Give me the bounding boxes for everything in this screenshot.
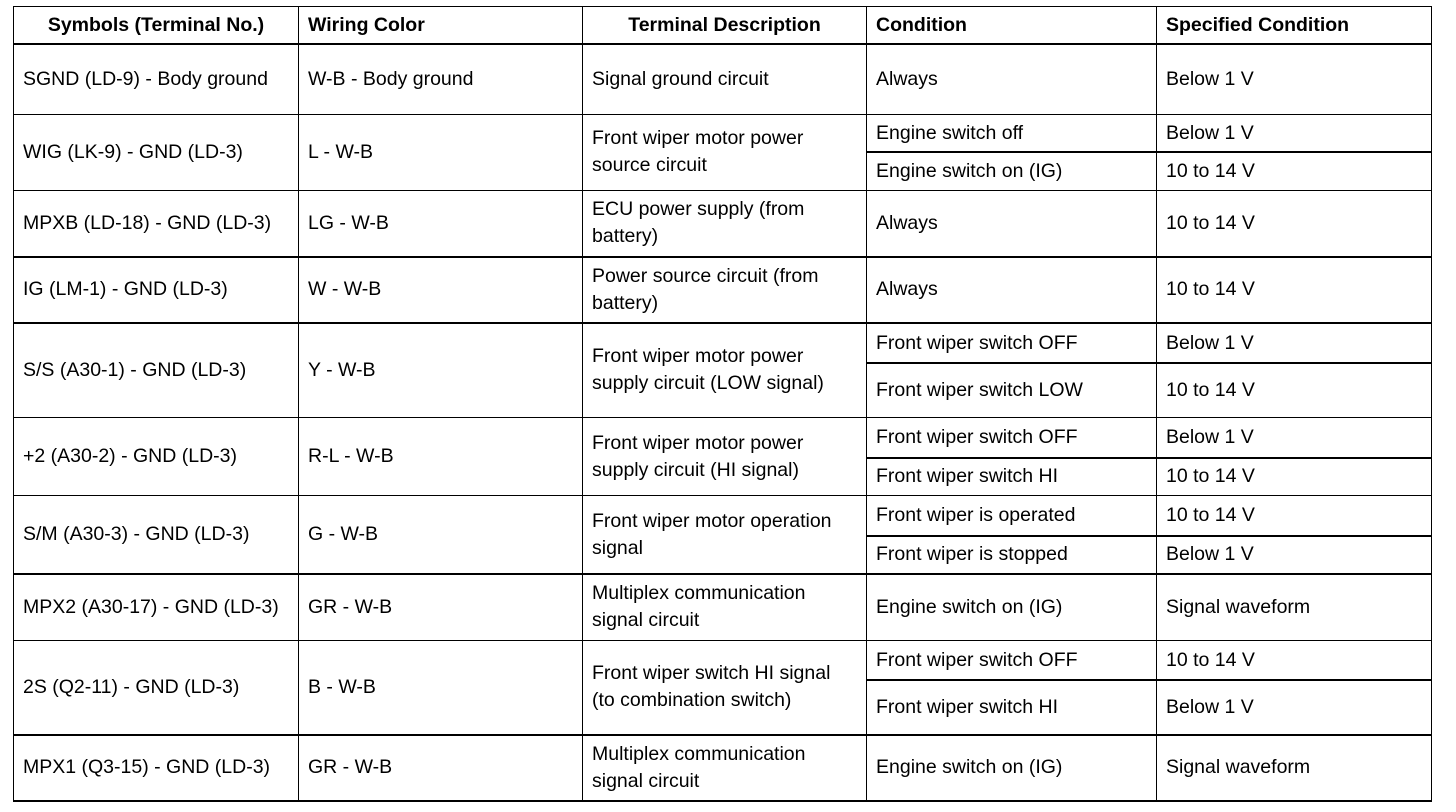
cell-terminal-description: Front wiper motor operation signal [583,496,867,574]
cell-terminal-description: Front wiper motor power supply circuit (LOW signal) [583,323,867,417]
cell-wiring-color: LG - W-B [299,191,583,257]
cell-terminal-description: Multiplex communication signal circuit [583,574,867,640]
table-row [14,735,1432,801]
cell-condition: Front wiper switch OFF [867,640,1157,680]
cell-condition: Front wiper is operated [867,496,1157,536]
cell-specified-condition: 10 to 14 V [1157,458,1432,496]
cell-specified-condition: Below 1 V [1157,44,1432,114]
cell-symbol: IG (LM-1) - GND (LD-3) [14,257,299,323]
cell-wiring-color: L - W-B [299,114,583,190]
table-row [14,323,1432,363]
cell-specified-condition: Below 1 V [1157,417,1432,457]
cell-terminal-description: Front wiper switch HI signal (to combination switch) [583,640,867,734]
cell-symbol: 2S (Q2-11) - GND (LD-3) [14,640,299,734]
cell-symbol: S/M (A30-3) - GND (LD-3) [14,496,299,574]
table-row [14,640,1432,680]
table-row [14,574,1432,640]
table-row [14,496,1432,536]
header-symbols: Symbols (Terminal No.) [14,7,299,45]
cell-condition: Front wiper switch OFF [867,323,1157,363]
cell-specified-condition: 10 to 14 V [1157,496,1432,536]
cell-condition: Engine switch on (IG) [867,574,1157,640]
cell-condition: Engine switch on (IG) [867,735,1157,801]
cell-specified-condition: Below 1 V [1157,680,1432,734]
cell-specified-condition: Below 1 V [1157,536,1432,574]
table-row [14,417,1432,457]
header-terminal-description: Terminal Description [583,7,867,45]
cell-symbol: SGND (LD-9) - Body ground [14,44,299,114]
cell-wiring-color: G - W-B [299,496,583,574]
cell-condition: Always [867,257,1157,323]
cell-condition: Front wiper switch HI [867,458,1157,496]
cell-specified-condition: Signal waveform [1157,735,1432,801]
cell-wiring-color: GR - W-B [299,735,583,801]
cell-condition: Front wiper switch HI [867,680,1157,734]
cell-wiring-color: B - W-B [299,640,583,734]
cell-terminal-description: Front wiper motor power source circuit [583,114,867,190]
cell-terminal-description: Power source circuit (from battery) [583,257,867,323]
cell-wiring-color: W - W-B [299,257,583,323]
cell-condition: Front wiper switch OFF [867,417,1157,457]
cell-wiring-color: GR - W-B [299,574,583,640]
cell-symbol: MPX2 (A30-17) - GND (LD-3) [14,574,299,640]
cell-specified-condition: 10 to 14 V [1157,257,1432,323]
table-row [14,257,1432,323]
cell-specified-condition: 10 to 14 V [1157,640,1432,680]
header-condition: Condition [867,7,1157,45]
cell-specified-condition: Below 1 V [1157,114,1432,152]
cell-wiring-color: R-L - W-B [299,417,583,495]
header-specified-condition: Specified Condition [1157,7,1432,45]
cell-condition: Front wiper switch LOW [867,363,1157,417]
cell-condition: Engine switch on (IG) [867,152,1157,190]
cell-condition: Engine switch off [867,114,1157,152]
table-row [14,114,1432,152]
cell-specified-condition: Below 1 V [1157,323,1432,363]
table-row [14,44,1432,114]
cell-specified-condition: 10 to 14 V [1157,191,1432,257]
cell-condition: Always [867,191,1157,257]
cell-wiring-color: Y - W-B [299,323,583,417]
cell-specified-condition: Signal waveform [1157,574,1432,640]
cell-specified-condition: 10 to 14 V [1157,152,1432,190]
cell-symbol: +2 (A30-2) - GND (LD-3) [14,417,299,495]
cell-terminal-description: Multiplex communication signal circuit [583,735,867,801]
cell-condition: Front wiper is stopped [867,536,1157,574]
cell-terminal-description: ECU power supply (from battery) [583,191,867,257]
cell-symbol: MPX1 (Q3-15) - GND (LD-3) [14,735,299,801]
cell-symbol: MPXB (LD-18) - GND (LD-3) [14,191,299,257]
cell-terminal-description: Signal ground circuit [583,44,867,114]
cell-wiring-color: W-B - Body ground [299,44,583,114]
cell-specified-condition: 10 to 14 V [1157,363,1432,417]
cell-symbol: S/S (A30-1) - GND (LD-3) [14,323,299,417]
table-body [14,44,1432,801]
cell-terminal-description: Front wiper motor power supply circuit (HI signal) [583,417,867,495]
terminal-spec-table [13,6,1432,802]
header-row [14,7,1432,45]
cell-condition: Always [867,44,1157,114]
cell-symbol: WIG (LK-9) - GND (LD-3) [14,114,299,190]
table-row [14,191,1432,257]
header-wiring-color: Wiring Color [299,7,583,45]
